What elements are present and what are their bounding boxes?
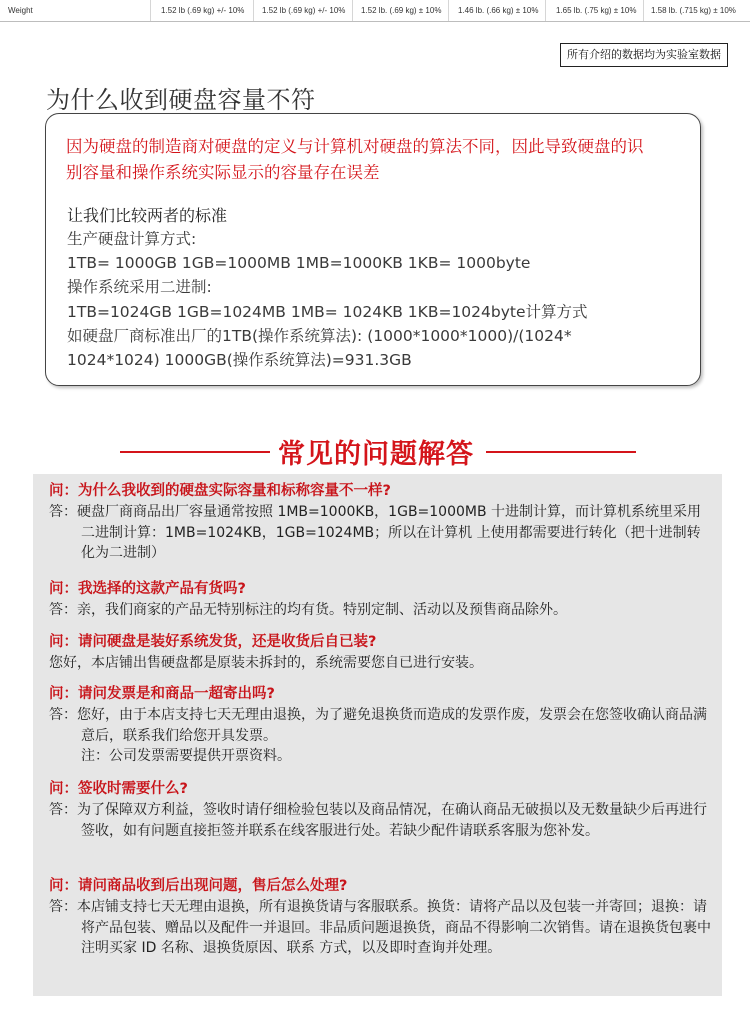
faq-question: 问：请问硬盘是装好系统发货，还是收货后自已装? — [49, 634, 377, 650]
weight-value: 1.52 lb (.69 kg) +/- 10% — [262, 6, 346, 15]
calc-line: 1024*1024) 1000GB(操作系统算法)=931.3GB — [67, 351, 412, 370]
faq-answer: 答：为了保障双方利益，签收时请仔细检验包装以及商品情况，在确认商品无破损以及无数量缺少后再进行签收，如有问题直接拒签并联系在线客服进行处。若缺少配件请联系客服为您补发。 — [49, 802, 707, 839]
calc-line: 1TB=1024GB 1GB=1024MB 1MB= 1024KB 1KB=1024byte计算方式 — [67, 302, 588, 321]
faq-title: 常见的问题解答 — [278, 439, 474, 470]
lab-data-note: 所有介绍的数据均为实验室数据 — [560, 43, 728, 67]
faq-item — [49, 480, 714, 564]
weight-value: 1.46 lb. (.66 kg) ± 10% — [458, 6, 539, 15]
faq-answer: 答：亲，我们商家的产品无特别标注的均有货。特别定制、活动以及预售商品除外。 — [49, 602, 567, 618]
faq-item — [49, 683, 714, 767]
faq-answer: 答：硬盘厂商商品出厂容量通常按照 1MB=1000KB，1GB=1000MB 十进制计算，而计算机系统里采用二进制计算：1MB=1024KB，1GB=1024MB；所以在计算机 上使用都需要进行转化（把十进制转化为二进制） — [49, 504, 702, 562]
faq-question: 问：请问商品收到后出现问题，售后怎么处理? — [49, 878, 348, 894]
weight-label: Weight — [8, 6, 33, 15]
capacity-warning-text: 因为硬盘的制造商对硬盘的定义与计算机对硬盘的算法不同，因此导致硬盘的识别容量和操作系统实际显示的容量存在误差 — [66, 137, 644, 182]
faq-item — [49, 778, 714, 841]
faq-item — [49, 875, 714, 959]
page-title: 为什么收到硬盘容量不符 — [46, 86, 316, 114]
weight-value: 1.52 lb. (.69 kg) ± 10% — [361, 6, 442, 15]
faq-item — [49, 578, 714, 621]
calc-line: 生产硬盘计算方式: — [67, 230, 197, 248]
faq-question: 问：签收时需要什么? — [49, 781, 188, 797]
divider — [448, 0, 449, 21]
calc-line: 操作系统采用二进制: — [67, 278, 212, 297]
explanation-box — [45, 113, 701, 386]
faq-heading — [0, 432, 750, 472]
calc-line: 如硬盘厂商标准出厂的1TB(操作系统算法): (1000*1000*1000)/(1024* — [67, 326, 572, 345]
faq-note: 注：公司发票需要提供开票资料。 — [81, 748, 291, 765]
weight-value: 1.52 lb (.69 kg) +/- 10% — [161, 6, 245, 15]
faq-panel — [33, 474, 722, 996]
heading-rule-right — [486, 451, 636, 453]
calc-line: 1TB= 1000GB 1GB=1000MB 1MB=1000KB 1KB= 1000byte — [67, 254, 531, 273]
weight-spec-row — [0, 0, 750, 22]
divider — [352, 0, 353, 21]
divider — [643, 0, 644, 21]
faq-question: 问：我选择的这款产品有货吗? — [49, 581, 246, 597]
faq-answer: 答：本店铺支持七天无理由退换，所有退换货请与客服联系。换货：请将产品以及包装一并寄回；退换：请将产品包装、赠品以及配件一并退回。非品质问题退换货，商品不得影响二次销售。请在退换货包裹中注明买家 ID 名称、退换货原因、联系 方式，以及即时查询并处理。 — [49, 899, 711, 957]
divider — [253, 0, 254, 21]
compare-heading: 让我们比较两者的标准 — [67, 206, 228, 225]
calculation-lines — [67, 227, 667, 372]
weight-value: 1.58 lb. (.715 kg) ± 10% — [651, 6, 736, 15]
faq-question: 问：为什么我收到的硬盘实际容量和标称容量不一样? — [49, 483, 391, 499]
faq-item — [49, 631, 714, 674]
divider — [545, 0, 546, 21]
faq-question: 问：请问发票是和商品一超寄出吗? — [49, 686, 275, 702]
faq-answer: 答：您好，由于本店支持七天无理由退换，为了避免退换货而造成的发票作废，发票会在您签收确认商品满意后，联系我们给您开具发票。 — [49, 707, 707, 744]
faq-answer: 您好，本店铺出售硬盘都是原装未拆封的，系统需要您自已进行安装。 — [49, 655, 483, 671]
weight-value: 1.65 lb. (.75 kg) ± 10% — [556, 6, 637, 15]
heading-rule-left — [120, 451, 270, 453]
divider — [150, 0, 151, 21]
